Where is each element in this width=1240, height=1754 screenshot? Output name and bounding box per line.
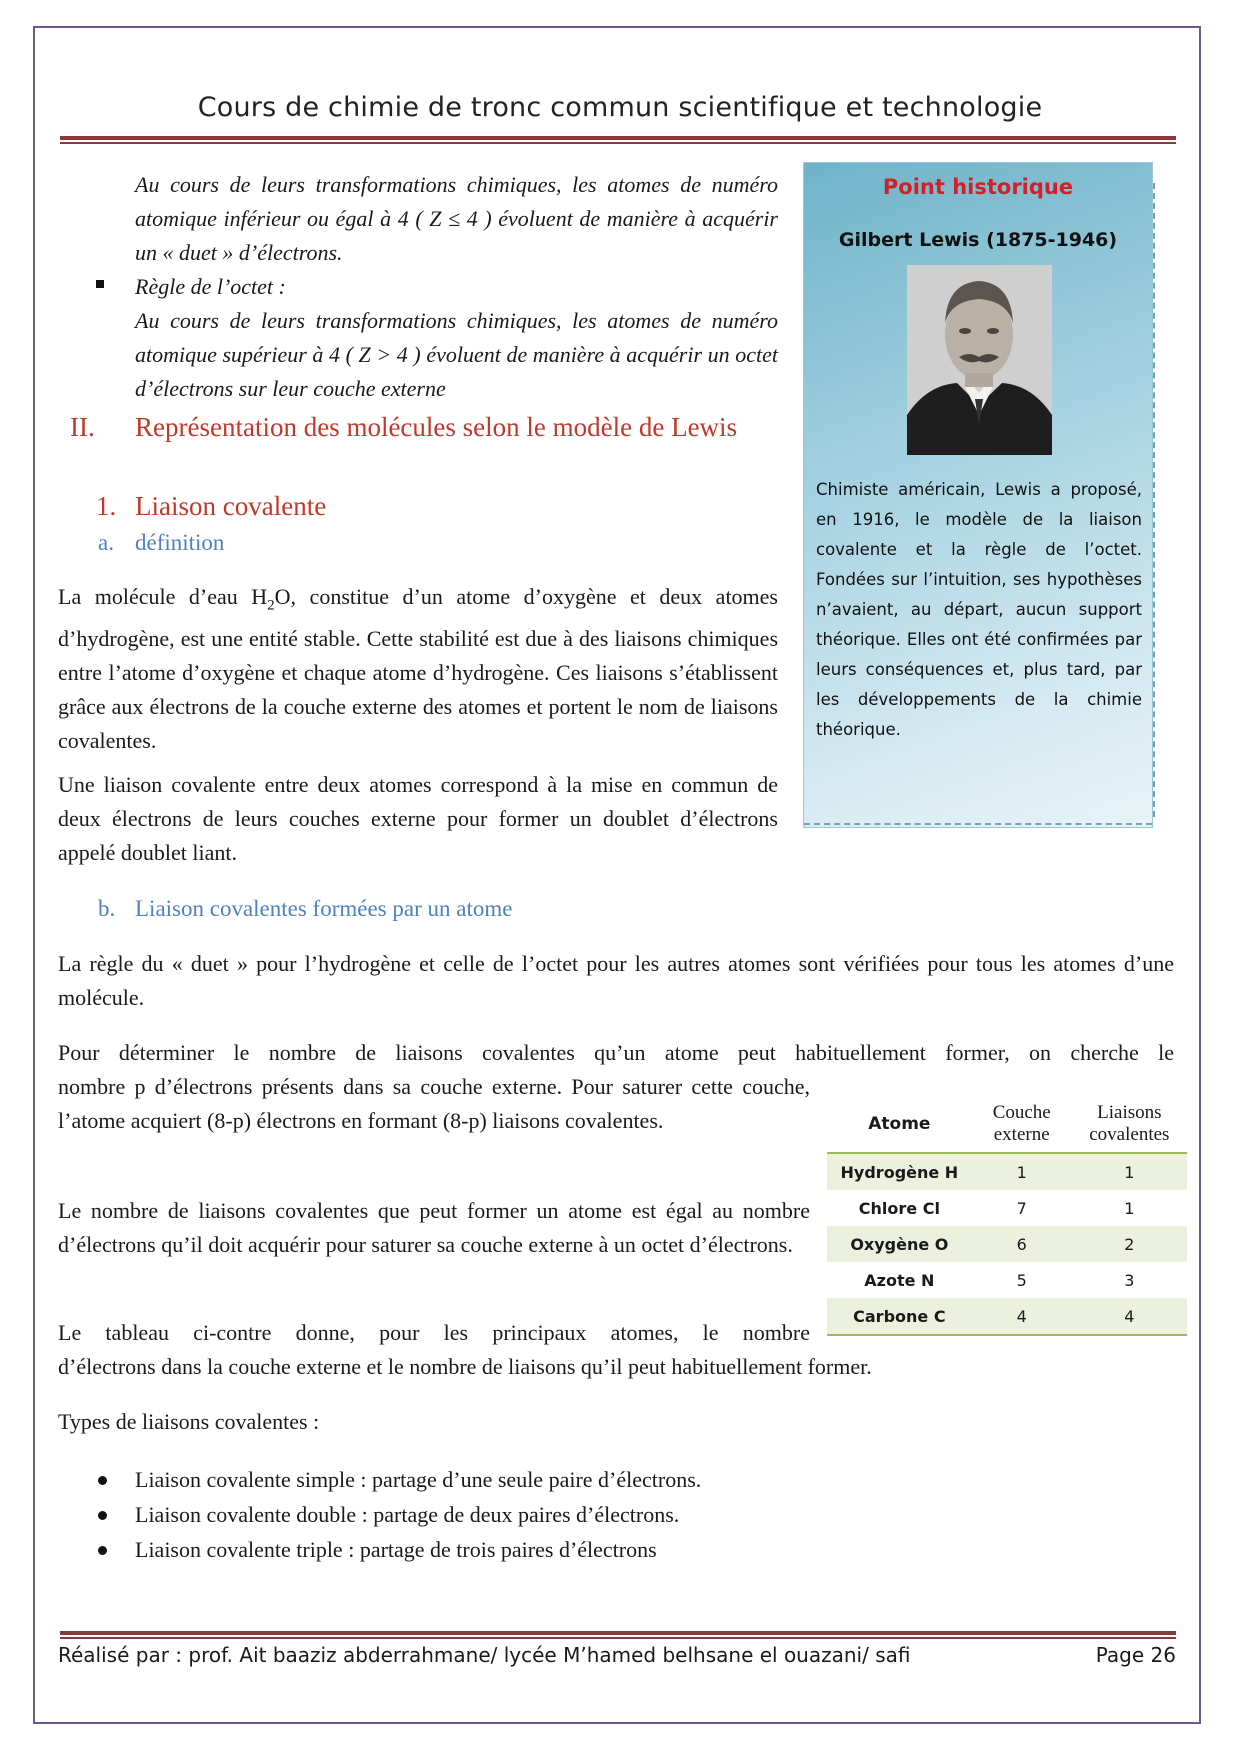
table-cell-bonds: 2 xyxy=(1072,1226,1187,1262)
subsubsection-b-number: b. xyxy=(98,896,116,921)
table-header-row xyxy=(827,1096,1187,1153)
table-header-atom: Atome xyxy=(827,1096,972,1153)
table-cell-bonds: 1 xyxy=(1072,1153,1187,1190)
header-rule xyxy=(60,136,1176,140)
table-cell-bonds: 3 xyxy=(1124,1270,1135,1290)
duet-octet-rule-paragraph: La règle du « duet » pour l’hydrogène et celle de l’octet pour les autres atomes sont vérifiées pour tous les atomes d’une molécule. xyxy=(58,951,1174,1010)
historical-note-title: Point historique xyxy=(882,175,1074,199)
subsubsection-a-number: a. xyxy=(98,530,114,555)
water-text-start: La molécule d’eau H xyxy=(58,584,268,609)
table-cell-shell: 6 xyxy=(972,1226,1072,1262)
water-molecule-paragraph xyxy=(58,580,778,758)
footer-rule xyxy=(60,1631,1176,1635)
section-title: Représentation des molécules selon le modèle de Lewis xyxy=(135,412,738,442)
subsubsection-b-title: Liaison covalentes formées par un atome xyxy=(135,896,513,921)
footer-rule-thin xyxy=(60,1637,1176,1639)
footer-page-number: Page 26 xyxy=(1095,1643,1176,1667)
page-header-title: Cours de chimie de tronc commun scientifique et technologie xyxy=(197,92,1043,123)
historical-note-name: Gilbert Lewis (1875-1946) xyxy=(838,229,1118,251)
bond-types-heading: Types de liaisons covalentes : xyxy=(58,1409,320,1434)
table-header-shell: Couche externe xyxy=(972,1096,1072,1153)
table-intro-line-1: Le tableau ci-contre donne, pour les principaux atomes, le nombre xyxy=(58,1320,810,1345)
subsection-number: 1. xyxy=(96,491,117,521)
table-cell-shell: 1 xyxy=(972,1153,1072,1190)
bullet-icon xyxy=(98,1476,107,1485)
determine-bonds-line-1: Pour déterminer le nombre de liaisons covalentes qu’un atome peut habituellement former, on cherche le xyxy=(58,1040,1174,1065)
table-row xyxy=(827,1226,1187,1262)
determine-bonds-paragraph: nombre p d’électrons présents dans sa couche externe. Pour saturer cette couche, l’atome acquiert (8-p) électrons en formant (8-p) liaisons covalentes. xyxy=(58,1074,810,1133)
table-cell-atom: Oxygène O xyxy=(827,1226,972,1262)
covalent-bond-paragraph: Une liaison covalente entre deux atomes correspond à la mise en commun de deux électrons de leurs couches externe pour former un doublet d’électrons appelé doublet liant. xyxy=(58,772,778,865)
bond-type-item: Liaison covalente triple : partage de trois paires d’électrons xyxy=(135,1537,657,1562)
square-bullet-icon xyxy=(96,280,104,288)
subsubsection-a-title: définition xyxy=(135,530,225,555)
box-dashed-edge xyxy=(1153,183,1155,817)
water-subscript: 2 xyxy=(267,597,275,614)
table-cell-bonds: 1 xyxy=(1124,1198,1135,1218)
table-row xyxy=(827,1153,1187,1190)
bond-count-paragraph: Le nombre de liaisons covalentes que peut former un atome est égal au nombre d’électrons qu’il doit acquérir pour saturer sa couche externe à un octet d’électrons. xyxy=(58,1198,810,1257)
table-cell-shell: 4 xyxy=(972,1298,1072,1335)
historical-note-text: Chimiste américain, Lewis a proposé, en 1916, le modèle de la liaison covalente et la règle de l’octet. Fondées sur l’intuition, ses hypothèses n’avaient, au départ, aucun support théorique. Elles ont été confirmées par leurs conséquences et, plus tard, par les développements de la chimie théorique. xyxy=(816,480,1142,739)
atoms-bonds-table xyxy=(827,1096,1187,1336)
historical-note-box xyxy=(803,162,1153,828)
table-row xyxy=(827,1298,1187,1335)
bullet-icon xyxy=(98,1511,107,1520)
table-row xyxy=(827,1190,1187,1226)
table-row xyxy=(827,1262,1187,1298)
water-text-end: O, constitue d’un atome d’oxygène et deux atomes d’hydrogène, est une entité stable. Cette stabilité est due à des liaisons chimiques entre l’atome d’oxygène et chaque atome d’hydrogène. Ces liaisons s’établissent grâce aux électrons de la couche externe des atomes et portent le nom de liaisons covalentes. xyxy=(58,584,778,754)
section-number: II. xyxy=(70,412,95,442)
octet-rule-heading: Règle de l’octet : xyxy=(135,274,286,299)
octet-rule-paragraph: Au cours de leurs transformations chimiques, les atomes de numéro atomique supérieur à 4 ( Z > 4 ) évoluent de manière à acquérir un octet d’électrons sur leur couche externe xyxy=(135,308,778,401)
bond-type-item: Liaison covalente simple : partage d’une seule paire d’électrons. xyxy=(135,1467,702,1492)
table-cell-atom: Carbone C xyxy=(827,1298,972,1335)
header-rule-thin xyxy=(60,142,1176,144)
table-intro-line-2: d’électrons dans la couche externe et le nombre de liaisons qu’il peut habituellement former. xyxy=(58,1354,872,1379)
subsection-title: Liaison covalente xyxy=(135,491,327,521)
table-cell-shell: 5 xyxy=(1016,1270,1027,1290)
table-cell-atom: Chlore Cl xyxy=(858,1198,940,1218)
bullet-icon xyxy=(98,1546,107,1555)
table-cell-bonds: 4 xyxy=(1072,1298,1187,1335)
lewis-portrait-image xyxy=(907,265,1052,455)
duet-rule-paragraph: Au cours de leurs transformations chimiques, les atomes de numéro atomique inférieur ou égal à 4 ( Z ≤ 4 ) évoluent de manière à acquérir un « duet » d’électrons. xyxy=(135,172,778,265)
footer-author: Réalisé par : prof. Ait baaziz abderrahmane/ lycée M’hamed belhsane el ouazani/ safi xyxy=(58,1643,911,1667)
table-cell-atom: Azote N xyxy=(864,1270,935,1290)
bond-type-item: Liaison covalente double : partage de deux paires d’électrons. xyxy=(135,1502,680,1527)
table-header-bonds: Liaisons covalentes xyxy=(1072,1096,1187,1153)
table-cell-atom: Hydrogène H xyxy=(827,1153,972,1190)
table-cell-shell: 7 xyxy=(1016,1198,1027,1218)
